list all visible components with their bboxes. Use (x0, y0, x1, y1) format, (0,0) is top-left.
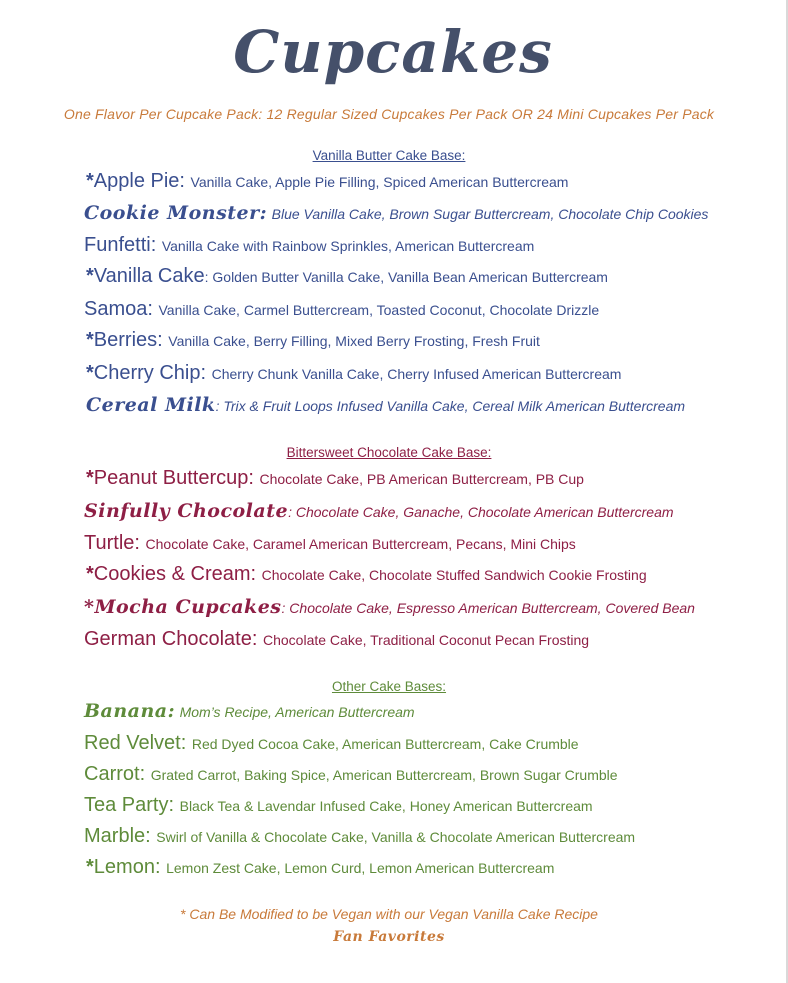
menu-item-carrot: Carrot: Grated Carrot, Baking Spice, American Buttercream, Brown Sugar Crumble (84, 763, 618, 785)
menu-item-funfetti: Funfetti: Vanilla Cake with Rainbow Sprinkles, American Buttercream (84, 234, 535, 256)
menu-item-cereal-milk: Cereal Milk: Trix & Fruit Loops Infused Vanilla Cake, Cereal Milk American Buttercream (86, 394, 686, 416)
section-heading-vanilla: Vanilla Butter Cake Base: (312, 148, 466, 163)
menu-item-banana: Banana: Mom’s Recipe, American Buttercream (84, 700, 415, 722)
page-title: Cupcakes (233, 18, 553, 86)
vegan-note: * Can Be Modified to be Vegan with our Vegan Vanilla Cake Recipe (180, 906, 598, 922)
menu-item-cookies-and-cream: *Cookies & Cream: Chocolate Cake, Chocolate Stuffed Sandwich Cookie Frosting (86, 563, 647, 585)
menu-item-sinfully-chocolate: Sinfully Chocolate: Chocolate Cake, Ganache, Chocolate American Buttercream (84, 500, 674, 522)
menu-item-marble: Marble: Swirl of Vanilla & Chocolate Cake, Vanilla & Chocolate American Buttercream (84, 825, 636, 847)
menu-item-berries: *Berries: Vanilla Cake, Berry Filling, Mixed Berry Frosting, Fresh Fruit (86, 329, 540, 351)
section-heading-other: Other Cake Bases: (331, 679, 447, 694)
menu-item-red-velvet: Red Velvet: Red Dyed Cocoa Cake, American Buttercream, Cake Crumble (84, 732, 579, 754)
menu-item-peanut-buttercup: *Peanut Buttercup: Chocolate Cake, PB American Buttercream, PB Cup (86, 467, 584, 489)
menu-item-tea-party: Tea Party: Black Tea & Lavendar Infused Cake, Honey American Buttercream (84, 794, 593, 816)
section-heading-chocolate: Bittersweet Chocolate Cake Base: (286, 445, 492, 460)
menu-item-cherry-chip: *Cherry Chip: Cherry Chunk Vanilla Cake, Cherry Infused American Buttercream (86, 362, 622, 384)
menu-item-vanilla-cake: *Vanilla Cake: Golden Butter Vanilla Cake, Vanilla Bean American Buttercream (86, 265, 608, 287)
pack-info: One Flavor Per Cupcake Pack: 12 Regular Sized Cupcakes Per Pack OR 24 Mini Cupcakes Per Pack (63, 106, 715, 122)
menu-item-mocha-cupcakes: *Mocha Cupcakes: Chocolate Cake, Espresso American Buttercream, Covered Bean (84, 596, 695, 618)
menu-item-cookie-monster: Cookie Monster: Blue Vanilla Cake, Brown Sugar Buttercream, Chocolate Chip Cookies (84, 202, 709, 224)
menu-item-samoa: Samoa: Vanilla Cake, Carmel Buttercream, Toasted Coconut, Chocolate Drizzle (84, 298, 600, 320)
fan-favorites-note: Fan Favorites (333, 929, 445, 945)
menu-item-apple-pie: *Apple Pie: Vanilla Cake, Apple Pie Filling, Spiced American Buttercream (86, 170, 569, 192)
menu-item-turtle: Turtle: Chocolate Cake, Caramel American Buttercream, Pecans, Mini Chips (84, 532, 576, 554)
menu-item-lemon: *Lemon: Lemon Zest Cake, Lemon Curd, Lemon American Buttercream (86, 856, 555, 878)
menu-item-german-chocolate: German Chocolate: Chocolate Cake, Traditional Coconut Pecan Frosting (84, 628, 590, 650)
